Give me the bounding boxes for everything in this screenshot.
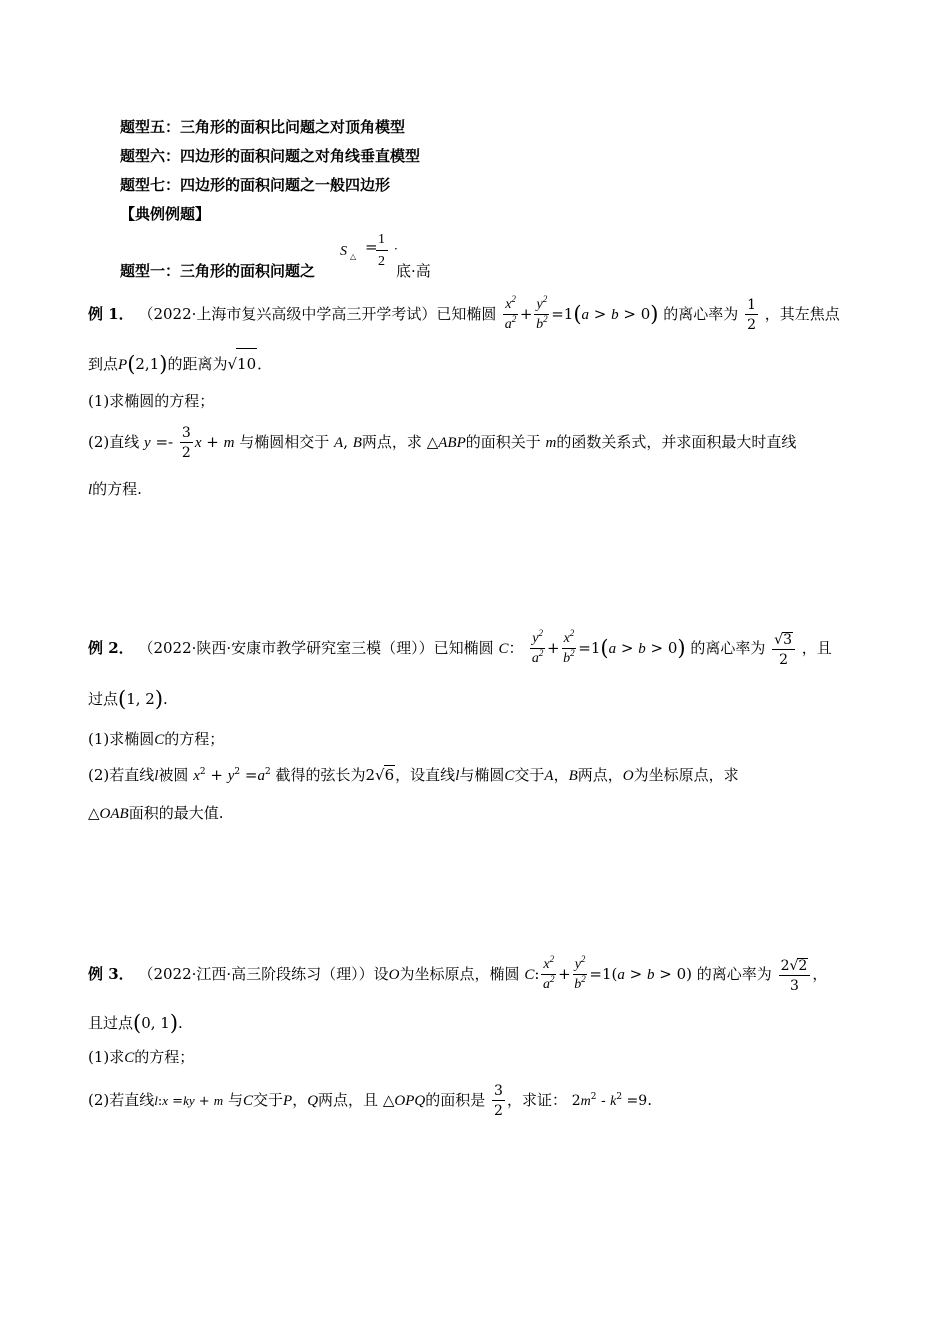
- ex2-q2-f: 交于: [514, 766, 545, 784]
- toc-type7: 题型七：四边形的面积问题之一般四边形: [120, 176, 391, 194]
- ex1-q2-e: 的函数关系式，并求面积最大时直线: [556, 433, 797, 451]
- ex3-line1: 例 3． （2022·江西·高三阶段练习（理））设O为坐标原点，椭圆 C: $\frac{x^2}{a^2}$ + $\frac{y^2}{b^2}$ =1(a > b > 0) 的离心率为 $\frac{2√2}{3}$ ，: [88, 954, 828, 994]
- ex2-text-a: 的离心率为: [690, 639, 766, 657]
- ex3-text-b: 的离心率为: [696, 965, 772, 983]
- ex1-line2-b: 的距离为: [167, 355, 228, 373]
- ex3-q2-f: ，求证：: [506, 1091, 567, 1109]
- ex3-ellipse-eq: C: $\frac{x^2}{a^2}$ + $\frac{y^2}{b^2}$ =1(a > b > 0): [524, 954, 697, 992]
- ex3-q2: (2)若直线l:x =ky + m 与C交于P，Q两点，且 △OPQ的面积是 $\frac{3}{2}$ ，求证： $2m^2 - k^2 =9$.: [88, 1083, 652, 1119]
- ex1-line2: 到点P(2,1)的距离为√10．: [88, 348, 272, 378]
- ex2-line1: 例 2． （2022·陕西·安康市教学研究室三模（理））已知椭圆 C： $\frac{y^2}{a^2}$ + $\frac{x^2}{b^2}$ =1(a > b > 0) 的离心率为 $\frac{√3}{2}$ ，且: [88, 628, 832, 668]
- ex2-line2-a: 过点: [88, 690, 119, 708]
- ex2-q2: (2)若直线l被圆 $x^2 + y^2 =a^2$ 截得的弦长为2√6，设直线l与椭圆C交于A，B两点，O为坐标原点，求: [88, 766, 739, 784]
- ex2-q2-e: 与椭圆: [459, 766, 505, 784]
- ex2-ellipse-eq: $\frac{y^2}{a^2}$ + $\frac{x^2}{b^2}$ =1(a > b > 0): [531, 628, 686, 666]
- ex2-label: 例 2．: [88, 639, 134, 657]
- ex3-q1-a: (1)求: [88, 1048, 125, 1066]
- ex3-q2-d: 两点，且: [318, 1091, 379, 1109]
- ex3-line2-b: .: [178, 1014, 183, 1032]
- ex1-label: 例 1．: [88, 305, 134, 323]
- ex3-q2-b: 与: [227, 1091, 243, 1109]
- type1-text: 题型一：三角形的面积问题之: [120, 262, 316, 280]
- ex3-text-a: 为坐标原点，椭圆: [399, 965, 520, 983]
- ex3-q2-e: 的面积是: [425, 1091, 486, 1109]
- type1-formula-tail: 底·高: [396, 262, 431, 280]
- ex1-q2-b: 与椭圆相交于: [239, 433, 330, 451]
- toc-type6: 题型六：四边形的面积问题之对角线垂直模型: [120, 147, 421, 165]
- ex1-q2-a: (2)直线: [88, 433, 140, 451]
- ex3-q2-g: .: [647, 1091, 652, 1109]
- ex1-q2-c: 两点，求: [361, 433, 422, 451]
- ex2-q2-h: 为坐标原点，求: [633, 766, 739, 784]
- ex2-q1-b: 的方程；: [164, 730, 225, 748]
- ex3-line2: 且过点(0, 1).: [88, 1011, 183, 1035]
- ex3-source: （2022·江西·高三阶段练习（理））设: [138, 965, 389, 983]
- ex3-q1-b: 的方程；: [134, 1048, 195, 1066]
- ex1-text-b: ，其左焦点: [764, 305, 840, 323]
- ex1-q2: (2)直线 y =- $\frac{3}{2}$ x + m 与椭圆相交于 A, B两点，求 △ABP的面积关于 m的函数关系式，并求面积最大时直线: [88, 425, 797, 461]
- ex2-q2-a: (2)若直线: [88, 766, 155, 784]
- ex2-colon: ：: [508, 639, 524, 657]
- ex2-source: （2022·陕西·安康市教学研究室三模（理））已知椭圆: [138, 639, 494, 657]
- ex2-line2-b: .: [163, 690, 168, 708]
- ex1-q2-line2-text: 的方程.: [92, 480, 142, 498]
- ex2-q1-a: (1)求椭圆: [88, 730, 155, 748]
- ex1-q1: (1)求椭圆的方程；: [88, 392, 215, 410]
- ex1-line1: 例 1． （2022·上海市复兴高级中学高三开学考试）已知椭圆 $\frac{x^2}{a^2}$ + $\frac{y^2}{b^2}$ =1(a > b > 0) 的离心率为 $\frac{1}{2}$ ，其左焦点: [88, 294, 840, 333]
- examples-header: 【典例例题】: [120, 205, 211, 223]
- toc-type5: 题型五：三角形的面积比问题之对顶角模型: [120, 118, 406, 136]
- ex3-q2-c: 交于: [253, 1091, 284, 1109]
- ex2-q2-b: 被圆: [158, 766, 189, 784]
- ex3-line2-a: 且过点: [88, 1014, 134, 1032]
- ex3-q1: (1)求C的方程；: [88, 1048, 195, 1066]
- ex1-ellipse-eq: $\frac{x^2}{a^2}$ + $\frac{y^2}{b^2}$ =1(a > b > 0): [504, 294, 659, 332]
- ex1-line2-c: ．: [257, 355, 273, 373]
- ex3-q2-a: (2)若直线: [88, 1091, 155, 1109]
- ex2-q2-g: 两点，: [577, 766, 623, 784]
- ex2-q1: (1)求椭圆C的方程；: [88, 730, 225, 748]
- ex2-text-b: ，且: [801, 639, 832, 657]
- ex2-line2: 过点(1, 2).: [88, 687, 168, 711]
- ex2-q2-c: 截得的弦长为: [275, 766, 366, 784]
- ex2-q2-line2: △OAB面积的最大值.: [88, 804, 224, 822]
- ex2-q2-d: ，设直线: [395, 766, 456, 784]
- ex2-q2-line2-text: 面积的最大值.: [128, 804, 224, 822]
- ex1-q2-line2: l的方程.: [88, 480, 142, 498]
- ex1-source: （2022·上海市复兴高级中学高三开学考试）已知椭圆: [138, 305, 497, 323]
- ex3-label: 例 3．: [88, 965, 134, 983]
- ex1-line2-a: 到点: [88, 355, 119, 373]
- ex1-text-a: 的离心率为: [663, 305, 739, 323]
- ex1-q2-d: 的面积关于: [465, 433, 541, 451]
